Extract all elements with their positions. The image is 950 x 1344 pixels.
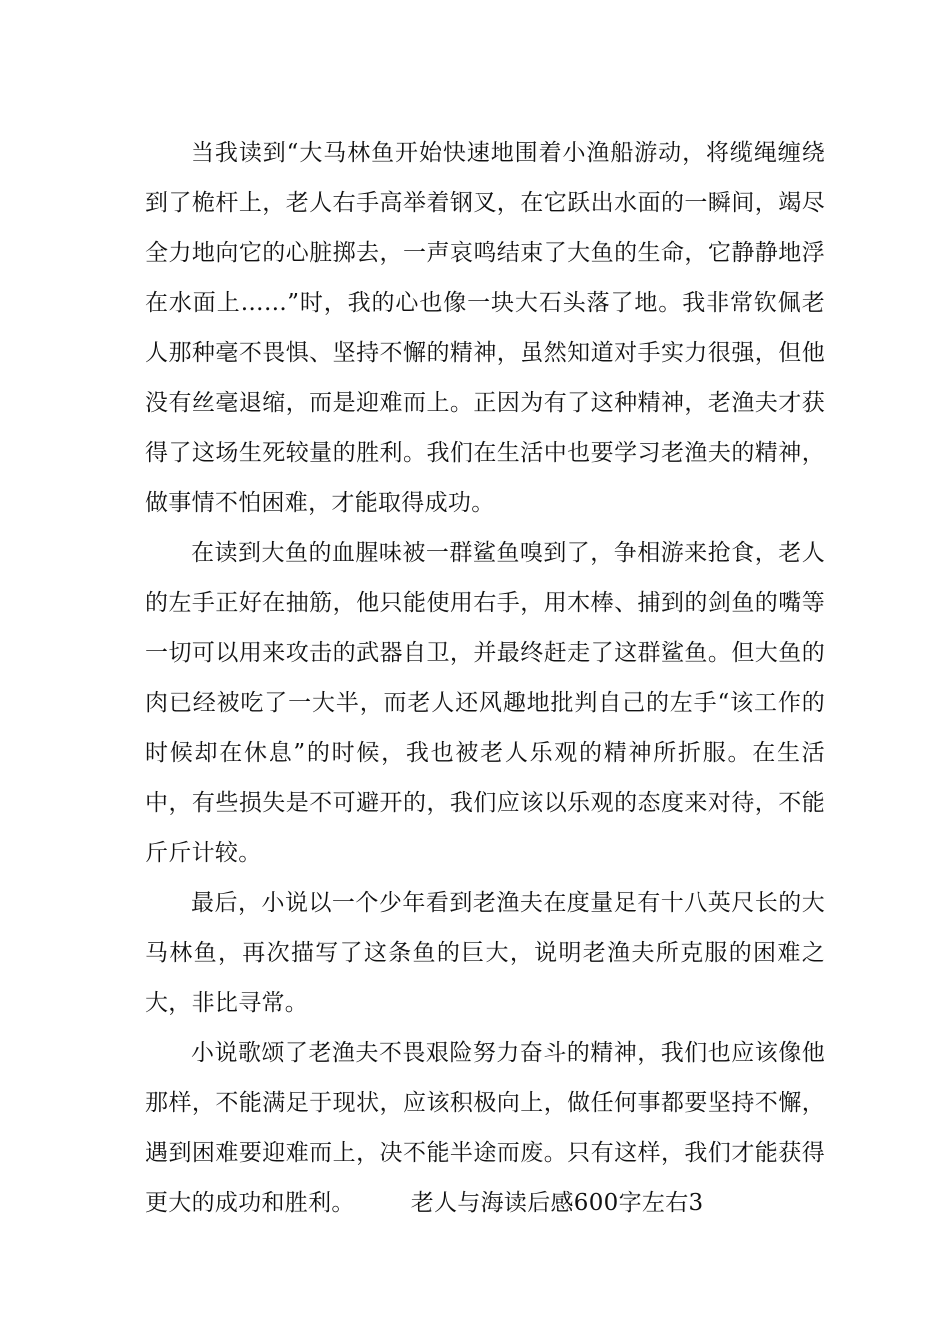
paragraph-1: 当我读到“大马林鱼开始快速地围着小渔船游动，将缆绳缠绕到了桅杆上，老人右手高举着钢叉，在它跃出水面的一瞬间，竭尽全力地向它的心脏掷去，一声哀鸣结束了大鱼的生命，它静静地浮在水面上……”时，我的心也像一块大石头落了地。我非常钦佩老人那种毫不畏惧、坚持不懈的精神，虽然知道对手实力很强，但他没有丝毫退缩，而是迎难而上。正因为有了这种精神，老渔夫才获得了这场生死较量的胜利。我们在生活中也要学习老渔夫的精神，做事情不怕困难，才能取得成功。 [145,140,825,516]
body-text [145,128,825,1228]
next-section-title: 老人与海读后感600字左右3 [410,1190,704,1216]
paragraph-3: 最后，小说以一个少年看到老渔夫在度量足有十八英尺长的大马林鱼，再次描写了这条鱼的巨大，说明老渔夫所克服的困难之大，非比寻常。 [145,890,825,1016]
paragraph-4-text: 小说歌颂了老渔夫不畏艰险努力奋斗的精神，我们也应该像他那样，不能满足于现状，应该积极向上，做任何事都要坚持不懈，遇到困难要迎难而上，决不能半途而废。只有这样，我们才能获得更大的成功和胜利。 [145,1040,825,1216]
paragraph-2: 在读到大鱼的血腥味被一群鲨鱼嗅到了，争相游来抢食，老人的左手正好在抽筋，他只能使用右手，用木棒、捕到的剑鱼的嘴等一切可以用来攻击的武器自卫，并最终赶走了这群鲨鱼。但大鱼的肉已经被吃了一大半，而老人还风趣地批判自己的左手“该工作的时候却在休息”的时候，我也被老人乐观的精神所折服。在生活中，有些损失是不可避开的，我们应该以乐观的态度来对待，不能斤斤计较。 [145,540,825,866]
paragraph-4 [145,1028,825,1228]
